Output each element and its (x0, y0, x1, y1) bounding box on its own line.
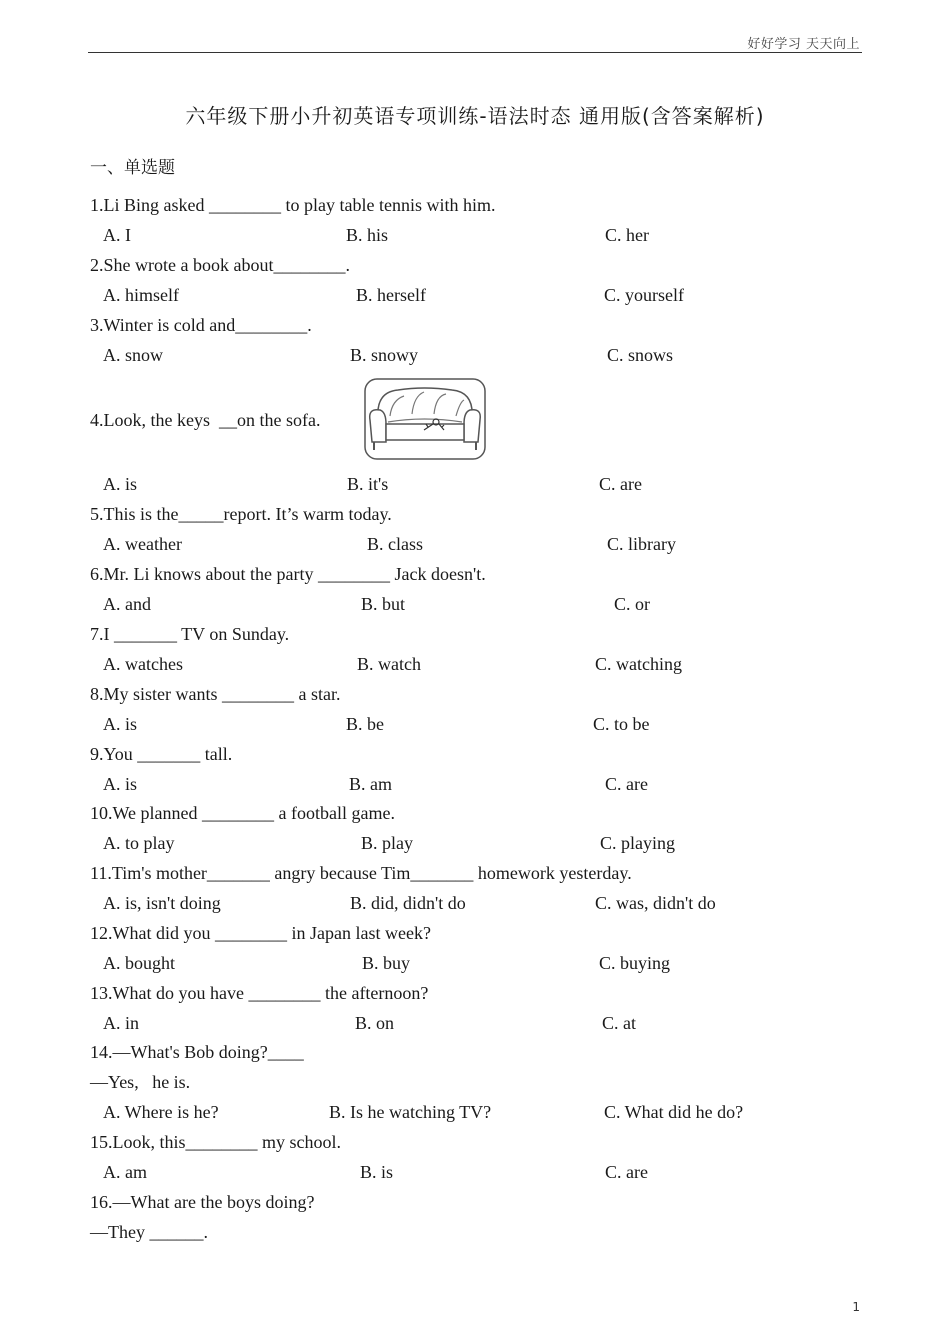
question-13-stem: 13.What do you have ________ the afternoon? (90, 983, 429, 1003)
question-6-stem: 6.Mr. Li knows about the party ________ Jack doesn't. (90, 564, 486, 584)
question-15-option-a: A. am (103, 1162, 147, 1182)
question-14-option-b: B. Is he watching TV? (329, 1102, 492, 1122)
question-7-option-c: C. watching (595, 654, 682, 674)
question-6-option-a: A. and (103, 594, 151, 614)
question-6-option-b: B. but (361, 594, 406, 614)
question-15-stem: 15.Look, this________ my school. (90, 1132, 341, 1152)
section-heading: 一、单选题 (90, 158, 175, 178)
question-3-stem: 3.Winter is cold and________. (90, 315, 312, 335)
question-1-option-b: B. his (346, 225, 389, 245)
question-7-stem: 7.I _______ TV on Sunday. (90, 624, 290, 644)
question-14-response: —Yes, he is. (90, 1072, 191, 1092)
question-10-option-b: B. play (361, 833, 413, 853)
question-15-option-b: B. is (360, 1162, 394, 1182)
question-4-option-b: B. it's (347, 474, 389, 494)
question-11-option-a: A. is, isn't doing (103, 893, 221, 913)
page-number: 1 (852, 1300, 860, 1314)
question-9-stem: 9.You _______ tall. (90, 744, 233, 764)
question-8-stem: 8.My sister wants ________ a star. (90, 684, 341, 704)
question-4-option-c: C. are (599, 474, 642, 494)
question-13-option-c: C. at (602, 1013, 636, 1033)
question-9-option-c: C. are (605, 774, 648, 794)
question-5-stem: 5.This is the_____report. It’s warm today. (90, 504, 392, 524)
question-3-option-c: C. snows (607, 345, 674, 365)
question-3-option-b: B. snowy (350, 345, 419, 365)
question-2-option-a: A. himself (103, 285, 179, 305)
question-12-option-a: A. bought (103, 953, 175, 973)
question-2-option-b: B. herself (356, 285, 426, 305)
question-13-option-b: B. on (355, 1013, 395, 1033)
question-1-option-a: A. I (103, 225, 131, 245)
question-12-option-b: B. buy (362, 953, 411, 973)
question-5-option-b: B. class (367, 534, 423, 554)
question-8-option-b: B. be (346, 714, 384, 734)
question-4-stem: 4.Look, the keys __on the sofa. (90, 410, 321, 430)
question-12-option-c: C. buying (599, 953, 671, 973)
question-8-option-c: C. to be (593, 714, 650, 734)
question-4-option-a: A. is (103, 474, 138, 494)
question-11-option-c: C. was, didn't do (595, 893, 716, 913)
question-10-option-c: C. playing (600, 833, 675, 853)
question-6-option-c: C. or (614, 594, 650, 614)
question-11-stem: 11.Tim's mother_______ angry because Tim_______ homework yesterday. (90, 863, 632, 883)
question-5-option-a: A. weather (103, 534, 182, 554)
question-16-response: —They ______. (90, 1222, 208, 1242)
header-motto: 好好学习 天天向上 (747, 37, 860, 52)
question-1-stem: 1.Li Bing asked ________ to play table tennis with him. (90, 195, 496, 215)
question-2-option-c: C. yourself (604, 285, 684, 305)
question-1-option-c: C. her (605, 225, 649, 245)
sofa-image (364, 378, 486, 460)
question-5-option-c: C. library (607, 534, 676, 554)
question-9-option-b: B. am (349, 774, 392, 794)
document-title: 六年级下册小升初英语专项训练-语法时态 通用版(含答案解析) (185, 104, 765, 128)
question-14-option-c: C. What did he do? (604, 1102, 744, 1122)
question-14-stem: 14.—What's Bob doing?____ (90, 1042, 304, 1062)
question-2-stem: 2.She wrote a book about________. (90, 255, 350, 275)
question-7-option-a: A. watches (103, 654, 183, 674)
question-15-option-c: C. are (605, 1162, 648, 1182)
question-16-stem: 16.—What are the boys doing? (90, 1192, 315, 1212)
question-11-option-b: B. did, didn't do (350, 893, 466, 913)
question-13-option-a: A. in (103, 1013, 139, 1033)
question-9-option-a: A. is (103, 774, 138, 794)
question-3-option-a: A. snow (103, 345, 164, 365)
question-10-stem: 10.We planned ________ a football game. (90, 803, 395, 823)
question-12-stem: 12.What did you ________ in Japan last week? (90, 923, 431, 943)
question-8-option-a: A. is (103, 714, 138, 734)
question-10-option-a: A. to play (103, 833, 175, 853)
header-rule (88, 52, 862, 53)
question-14-option-a: A. Where is he? (103, 1102, 219, 1122)
question-7-option-b: B. watch (357, 654, 421, 674)
